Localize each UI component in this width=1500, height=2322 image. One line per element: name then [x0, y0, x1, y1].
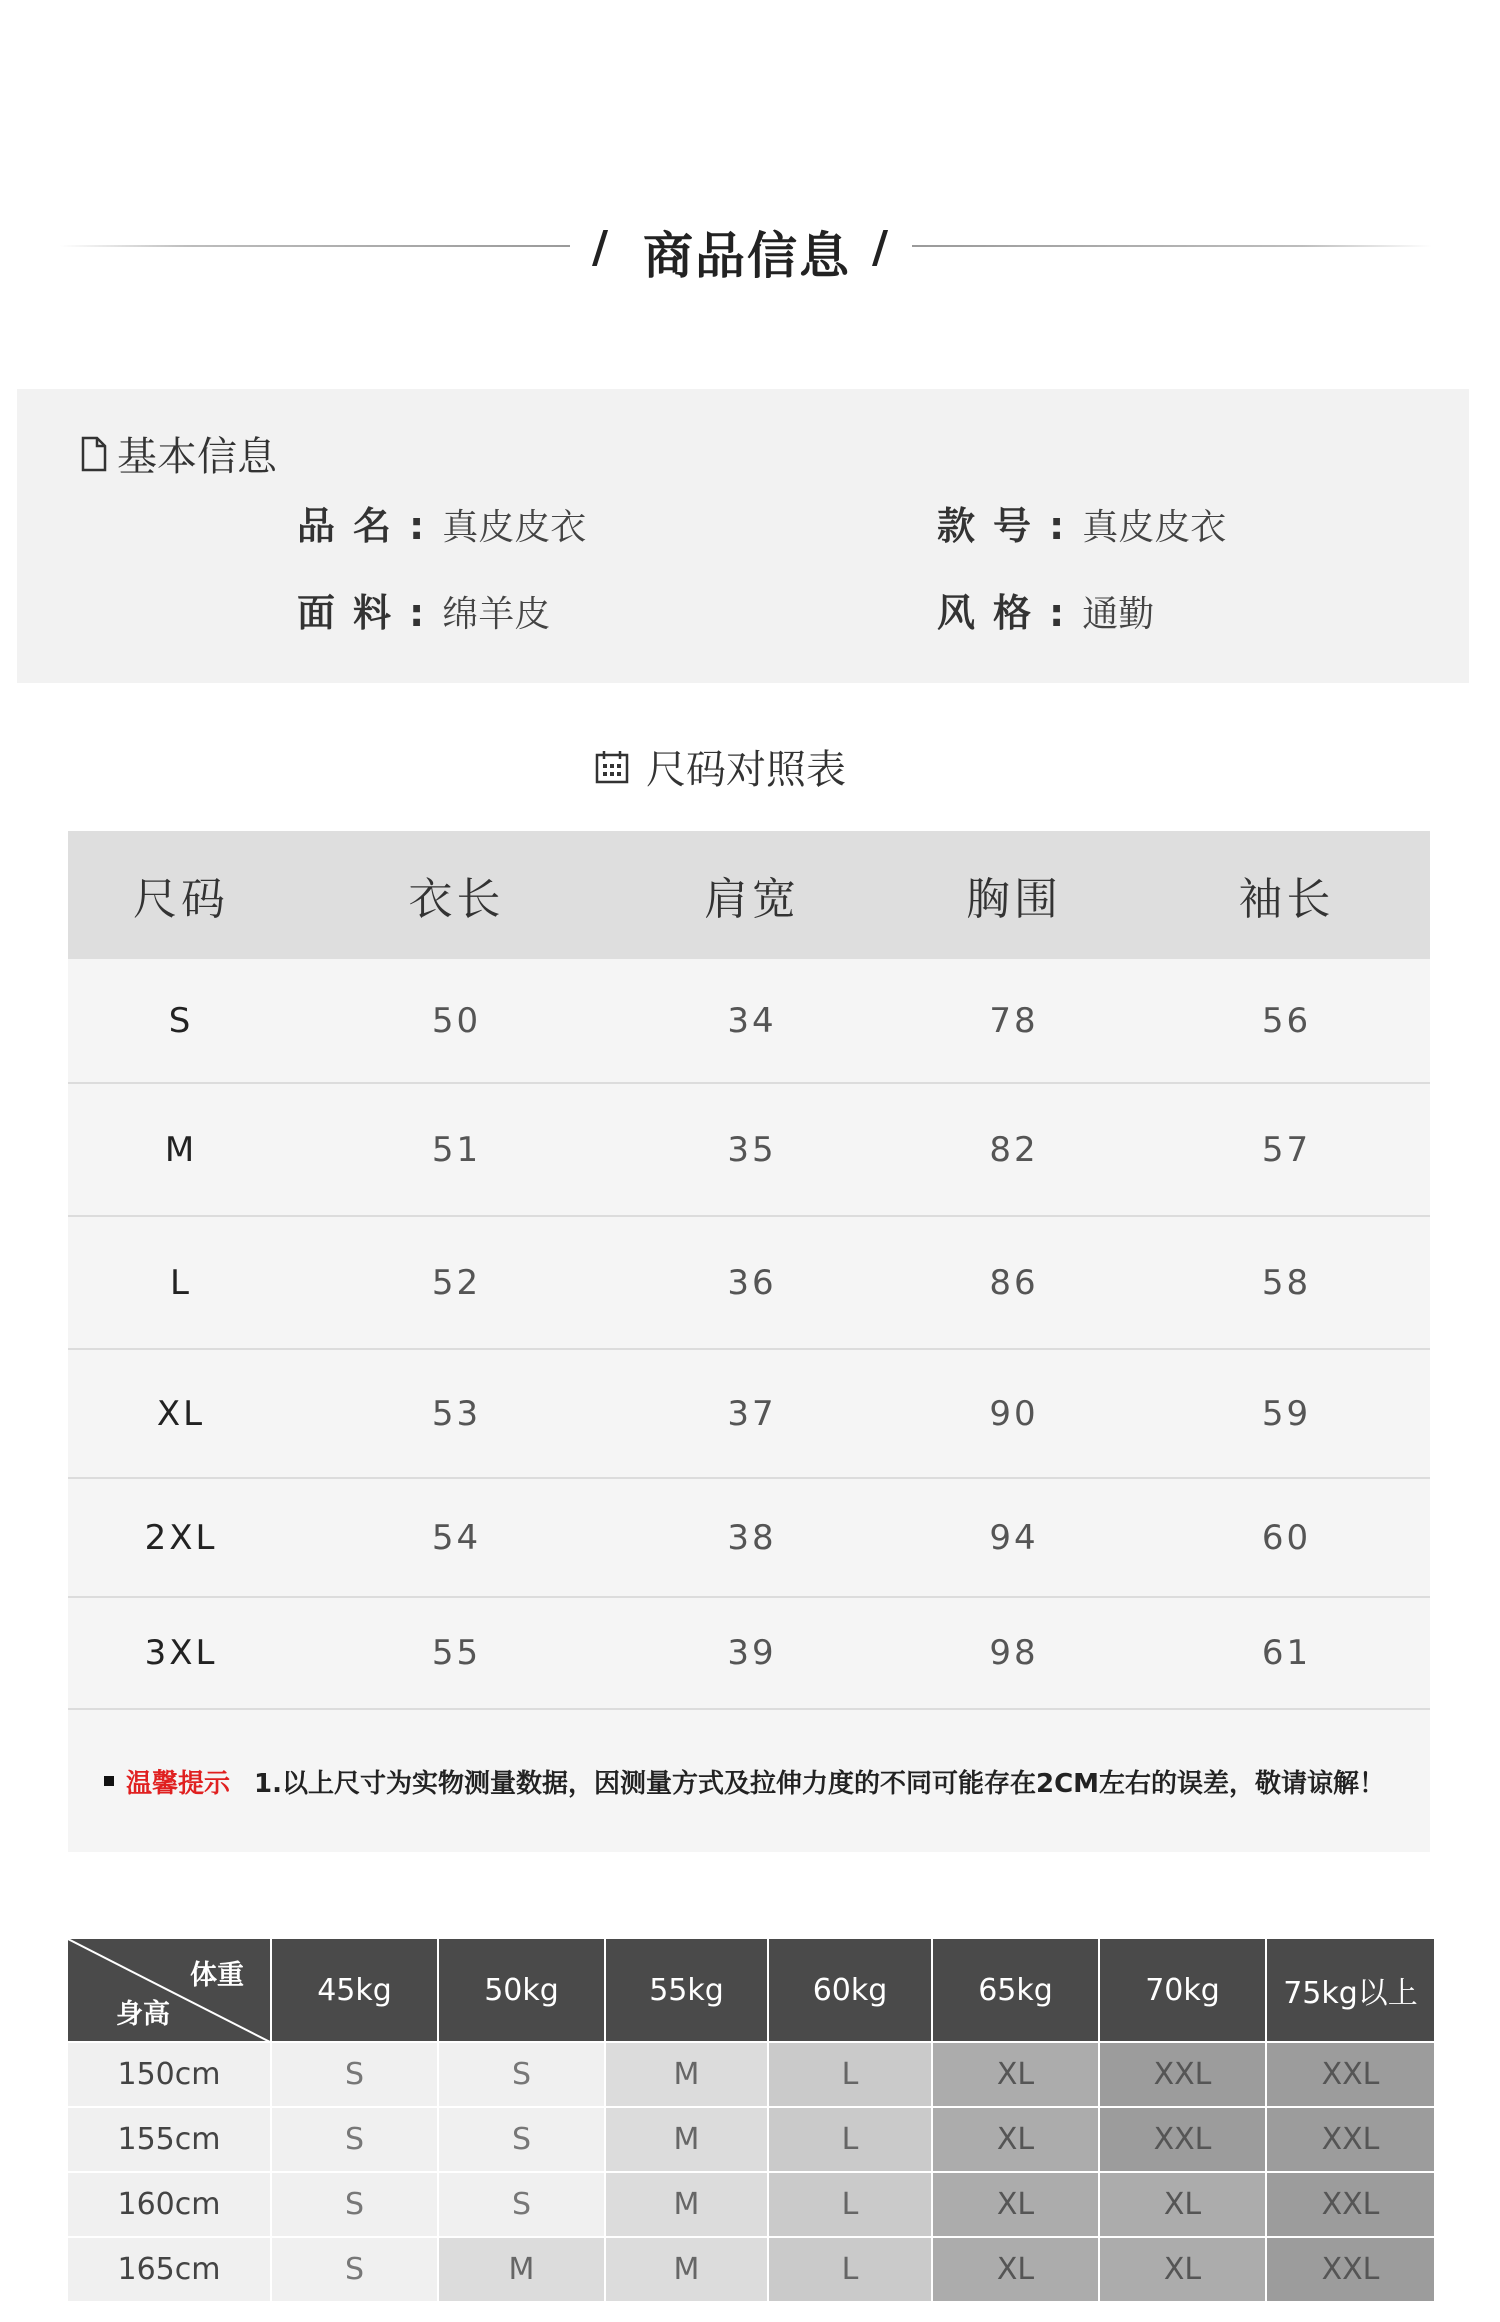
weight-header: 75kg以上: [1267, 1939, 1436, 2043]
table-cell: 55: [431, 1633, 482, 1673]
size-cell: XXL: [1100, 2108, 1267, 2173]
height-cell: 165cm: [68, 2238, 272, 2303]
height-cell: 150cm: [68, 2043, 272, 2108]
table-cell: 35: [727, 1129, 777, 1170]
basic-info-panel: [17, 389, 1469, 683]
height-cell: 160cm: [68, 2173, 272, 2238]
info-item-name: [297, 495, 586, 550]
info-key: 面料:: [297, 591, 443, 635]
table-cell: 59: [1261, 1393, 1312, 1434]
size-cell: M: [606, 2238, 769, 2303]
size-cell: L: [769, 2043, 933, 2108]
corner-height-label: 身高: [116, 1999, 170, 2030]
size-cell: S: [439, 2043, 606, 2108]
table-cell: S: [168, 1000, 194, 1041]
table-cell: 54: [431, 1517, 482, 1558]
info-item-style: [937, 582, 1154, 637]
section-title: 商品信息: [643, 227, 851, 285]
table-cell: 2XL: [144, 1517, 218, 1558]
table-cell: 58: [1261, 1262, 1312, 1303]
size-chart-header: [0, 738, 1440, 795]
info-key: 品名:: [297, 504, 443, 548]
table-row: [68, 1084, 1430, 1217]
column-header: 胸围: [966, 874, 1062, 925]
table-cell: 90: [989, 1393, 1039, 1434]
table-cell: 94: [989, 1517, 1039, 1558]
info-key: 风格:: [937, 591, 1083, 635]
table-row: [68, 1479, 1430, 1598]
bullet-square-icon: [104, 1776, 114, 1786]
table-cell: 34: [727, 1000, 777, 1041]
size-tip: [68, 1710, 1430, 1852]
table-cell: 82: [989, 1129, 1039, 1170]
weight-header-row: [68, 1939, 1436, 2043]
size-cell: XL: [1100, 2173, 1267, 2238]
info-value: 绵羊皮: [442, 594, 551, 635]
weight-header: 65kg: [933, 1939, 1100, 2043]
size-table: [68, 831, 1430, 1852]
info-value: 真皮皮衣: [442, 507, 587, 548]
size-chart-heading: 尺码对照表: [646, 747, 846, 793]
table-cell: 38: [727, 1517, 777, 1558]
table-cell: 52: [431, 1262, 482, 1303]
size-cell: XL: [1100, 2238, 1267, 2303]
table-cell: 37: [727, 1393, 777, 1434]
table-row: [68, 1217, 1430, 1350]
table-cell: 61: [1261, 1633, 1312, 1673]
info-value: 通勤: [1082, 594, 1155, 635]
table-cell: 50: [431, 1000, 482, 1041]
table-cell: L: [170, 1262, 192, 1303]
corner-weight-label: 体重: [190, 1960, 244, 1991]
table-cell: M: [164, 1129, 198, 1170]
height-cell: 155cm: [68, 2108, 272, 2173]
table-cell: 3XL: [144, 1633, 218, 1673]
size-cell: L: [769, 2108, 933, 2173]
table-row: [68, 2043, 1436, 2108]
table-cell: 51: [431, 1129, 482, 1170]
size-cell: M: [606, 2043, 769, 2108]
table-cell: 39: [727, 1633, 777, 1673]
basic-info-heading: 基本信息: [117, 434, 277, 480]
size-cell: S: [272, 2043, 439, 2108]
size-table-header: [68, 831, 1430, 959]
size-cell: L: [769, 2238, 933, 2303]
tip-text: 1.以上尺寸为实物测量数据，因测量方式及拉伸力度的不同可能存在2CM左右的误差，敬请谅解！: [254, 1768, 1386, 1799]
size-cell: L: [769, 2173, 933, 2238]
table-cell: 57: [1261, 1129, 1312, 1170]
corner-cell: [68, 1939, 272, 2043]
title-slash-left: /: [592, 222, 609, 273]
calendar-icon: [594, 749, 630, 785]
table-row: [68, 959, 1430, 1084]
section-header: [0, 212, 1500, 285]
size-cell: XL: [933, 2108, 1100, 2173]
title-slash-right: /: [872, 222, 889, 273]
size-cell: S: [439, 2173, 606, 2238]
table-cell: 56: [1261, 1000, 1312, 1041]
size-cell: XXL: [1267, 2043, 1436, 2108]
size-cell: XL: [933, 2043, 1100, 2108]
table-row: [68, 2238, 1436, 2303]
table-row: [68, 1598, 1430, 1710]
size-cell: XXL: [1267, 2173, 1436, 2238]
tip-label: 温馨提示: [126, 1768, 231, 1799]
table-row: [68, 2173, 1436, 2238]
size-cell: XL: [933, 2238, 1100, 2303]
weight-height-table: [68, 1939, 1436, 2303]
title-divider-right: [912, 245, 1432, 247]
size-cell: M: [606, 2173, 769, 2238]
size-cell: M: [439, 2238, 606, 2303]
table-cell: 98: [989, 1633, 1039, 1673]
size-cell: S: [272, 2238, 439, 2303]
table-cell: XL: [156, 1393, 206, 1434]
weight-header: 70kg: [1100, 1939, 1267, 2043]
size-cell: XXL: [1267, 2238, 1436, 2303]
info-item-fabric: [297, 582, 550, 637]
column-header: 肩宽: [704, 874, 800, 925]
basic-info-header: [81, 425, 277, 482]
weight-header: 55kg: [606, 1939, 769, 2043]
column-header: 袖长: [1238, 874, 1335, 925]
table-cell: 53: [431, 1393, 482, 1434]
size-cell: XXL: [1267, 2108, 1436, 2173]
weight-header: 60kg: [769, 1939, 933, 2043]
weight-header: 50kg: [439, 1939, 606, 2043]
column-header: 尺码: [133, 874, 229, 925]
size-cell: XXL: [1100, 2043, 1267, 2108]
table-cell: 78: [989, 1000, 1039, 1041]
size-cell: S: [272, 2173, 439, 2238]
size-cell: XL: [933, 2173, 1100, 2238]
column-header: 衣长: [408, 874, 505, 925]
table-cell: 36: [727, 1262, 777, 1303]
table-row: [68, 1350, 1430, 1479]
document-icon: [81, 436, 107, 472]
info-key: 款号:: [937, 504, 1083, 548]
info-item-style-no: [937, 495, 1226, 550]
weight-header: 45kg: [272, 1939, 439, 2043]
table-row: [68, 2108, 1436, 2173]
table-cell: 60: [1261, 1517, 1312, 1558]
size-cell: S: [439, 2108, 606, 2173]
size-cell: M: [606, 2108, 769, 2173]
title-divider-left: [60, 245, 570, 247]
info-value: 真皮皮衣: [1082, 507, 1227, 548]
table-cell: 86: [989, 1262, 1039, 1303]
size-cell: S: [272, 2108, 439, 2173]
